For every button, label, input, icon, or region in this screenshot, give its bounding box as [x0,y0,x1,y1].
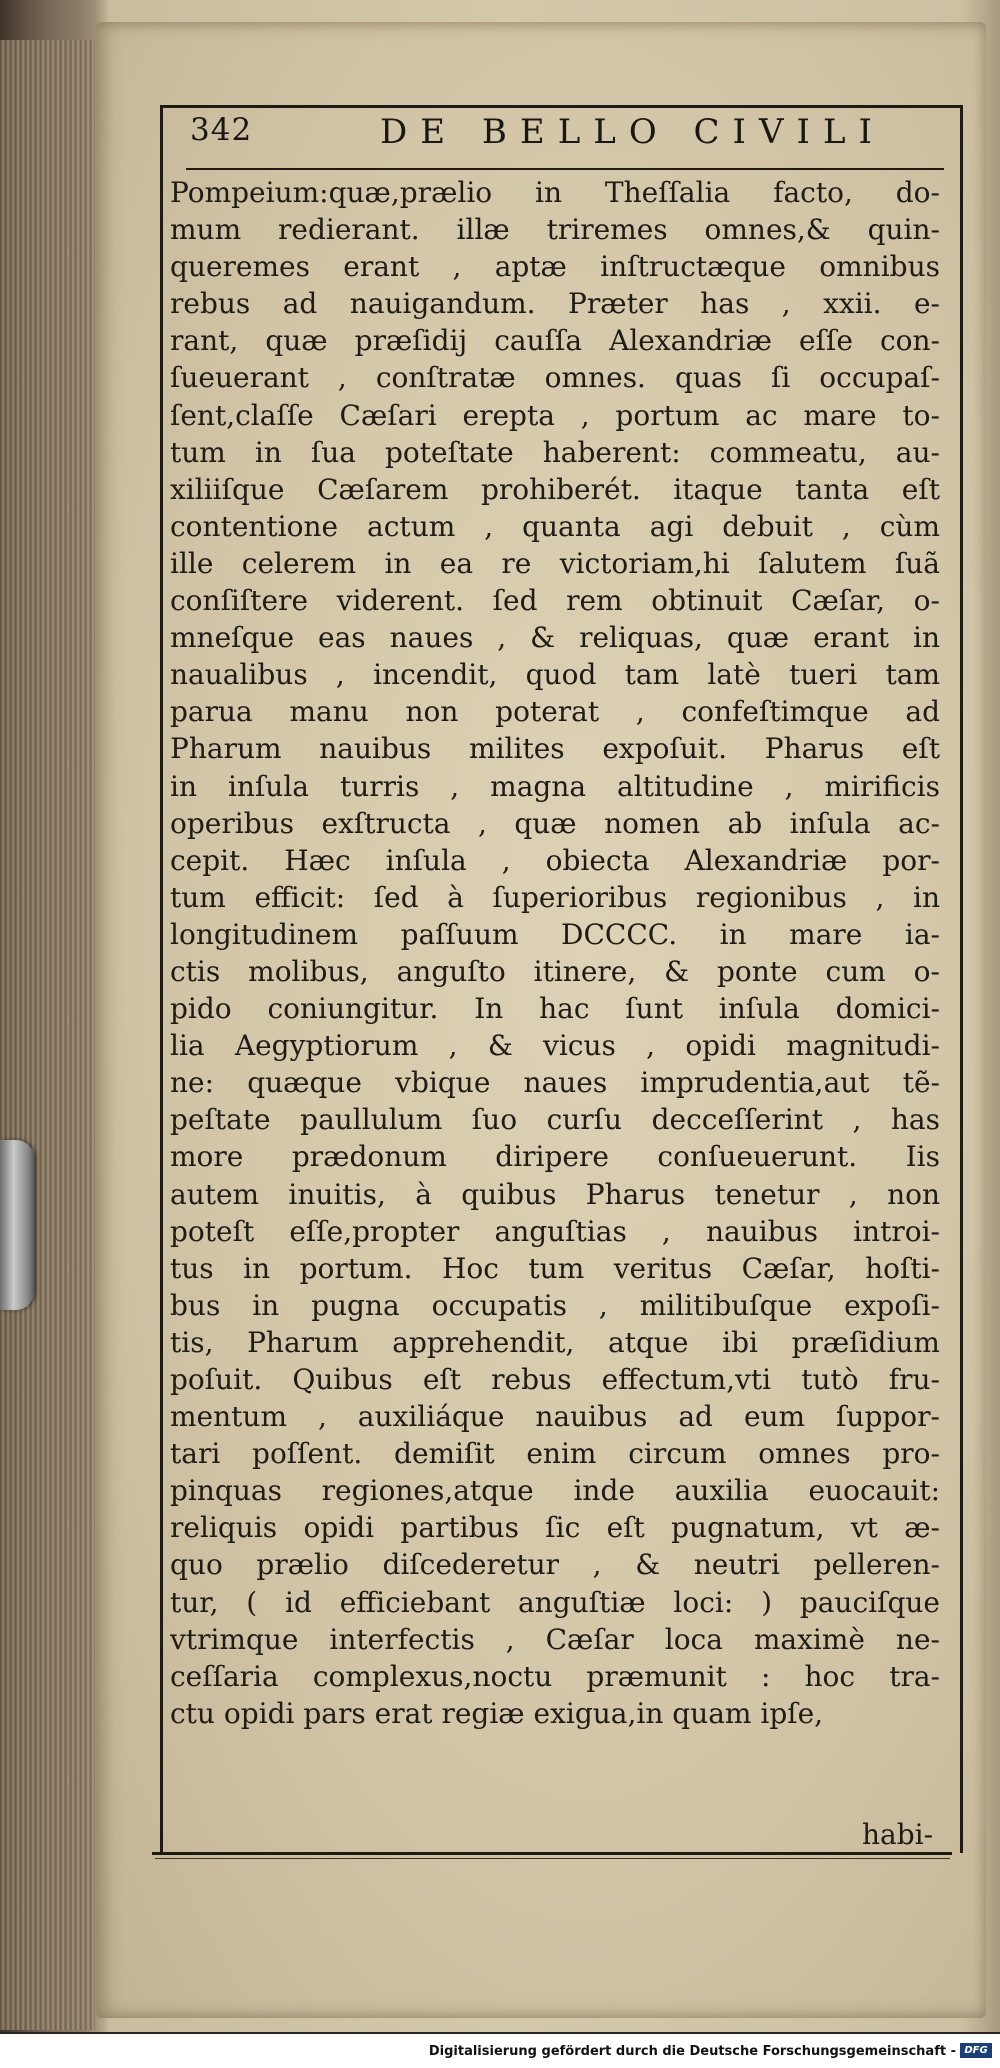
text-line: conſiſtere viderent. ſed rem obtinuit Cæſar, o- [170,584,940,618]
footer-credit: Digitalisierung gefördert durch die Deutsche Forschungsgemeinschaft - [428,2044,956,2059]
text-line: ille celerem in ea re victoriam,hi ſalutem ſuã [170,546,940,580]
body-text [170,174,940,1732]
text-line: pido coniungitur. In hac ſunt inſula domici- [170,992,940,1026]
bottom-rule-thin [155,1858,950,1859]
text-line: ſent,claſſe Cæſari erepta , portum ac mare to- [170,398,940,432]
text-line: Pharum nauibus milites expoſuit. Pharus eſt [170,732,940,766]
text-line: naualibus , incendit, quod tam latè tueri tam [170,658,940,692]
text-line: lia Aegyptiorum , & vicus , opidi magnitudi- [170,1029,940,1063]
text-line: operibus exſtructa , quæ nomen ab inſula ac- [170,806,940,840]
text-line: parua manu non poterat , confeſtimque ad [170,695,940,729]
text-line: rebus ad nauigandum. Præter has , xxii. e- [170,287,940,321]
text-line: mentum , auxiliáque nauibus ad eum ſuppor- [170,1400,940,1434]
text-line: ceſſaria complexus,noctu præmunit : hoc tra- [170,1659,940,1693]
running-head [190,108,945,166]
text-line: more prædonum diripere conſueuerunt. Iis [170,1140,940,1174]
book-page-edges [0,40,95,2030]
text-line: tari poſſent. demiſit enim circum omnes pro- [170,1437,940,1471]
text-line: peſtate paullulum ſuo curſu decceſſerint , has [170,1103,940,1137]
text-line: mum redierant. illæ triremes omnes,& quin- [170,213,940,247]
text-line: tum efficit: ſed à ſuperioribus regionibus , in [170,880,940,914]
text-line: tis, Pharum apprehendit, atque ibi præſidium [170,1325,940,1359]
text-line: quo prælio diſcederetur , & neutri pelleren- [170,1548,940,1582]
text-line: ne: quæque vbique naues imprudentia,aut tẽ- [170,1066,940,1100]
text-line: poteſt eſſe,propter anguſtias , nauibus introi- [170,1214,940,1248]
text-line: bus in pugna occupatis , militibuſque expoſi- [170,1288,940,1322]
text-line: rant, quæ præſidij cauſſa Alexandriæ eſſe con- [170,324,940,358]
text-line: vtrimque interfectis , Cæſar loca maximè ne- [170,1622,940,1656]
text-line: tur, ( id efficiebant anguſtiæ loci: ) pauciſque [170,1585,940,1619]
dfg-logo-icon: DFG [960,2043,992,2058]
text-line: Pompeium:quæ,prælio in Theſſalia facto, do- [170,176,940,209]
text-line: tum in ſua poteſtate haberent: commeatu, au- [170,435,940,469]
text-line: ctu opidi pars erat regiæ exigua,in quam ipſe, [170,1696,824,1730]
bottom-rule [152,1852,952,1855]
text-line: reliquis opidi partibus ſic eſt pugnatum, vt æ- [170,1511,940,1545]
book-clasp-icon [0,1140,34,1310]
text-line: queremes erant , aptæ inſtructæque omnibus [170,250,940,284]
running-title: DE BELLO CIVILI [380,112,885,152]
header-rule [186,168,944,170]
text-line: ctis molibus, anguſto itinere, & ponte cum o- [170,954,940,988]
text-line: poſuit. Quibus eſt rebus effectum,vti tutò fru- [170,1363,940,1396]
text-line: tus in portum. Hoc tum veritus Cæſar, hoſti- [170,1251,940,1285]
text-line: longitudinem paſſuum DCCCC. in mare ia- [170,917,940,951]
text-line: pinquas regiones,atque inde auxilia euocauit: [170,1474,940,1508]
text-line: cepit. Hæc inſula , obiecta Alexandriæ por- [170,843,940,877]
text-line: autem inuitis, à quibus Pharus tenetur , non [170,1177,940,1211]
text-line: contentione actum , quanta agi debuit , cùm [170,509,940,543]
digitization-footer [0,2034,1000,2068]
text-line: xiliiſque Cæſarem prohiberét. itaque tanta eſt [170,472,940,506]
catchword: habi- [862,1818,934,1851]
page-number: 342 [190,112,253,148]
text-line: ſueuerant , conſtratæ omnes. quas ſi occupaſ- [170,361,940,395]
text-line: in inſula turris , magna altitudine , mirificis [170,769,940,803]
text-line: mneſque eas naues , & reliquas, quæ erant in [170,621,940,655]
